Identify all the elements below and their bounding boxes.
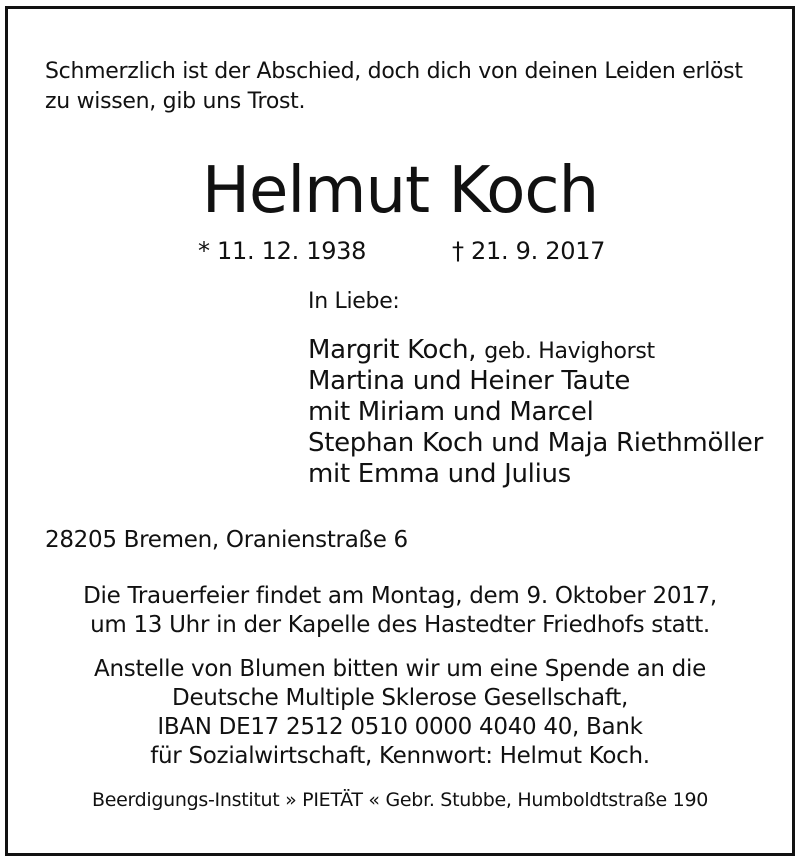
mourner-line <box>308 335 655 367</box>
deceased-name: Helmut Koch <box>201 154 599 228</box>
death-date: † 21. 9. 2017 <box>452 237 606 265</box>
mourner-name: Margrit Koch, <box>308 335 477 365</box>
mourner-line: Martina und Heiner Taute <box>308 366 631 396</box>
funeral-line-2: um 13 Uhr in der Kapelle des Hastedter Friedhofs statt. <box>90 612 710 638</box>
funeral-home: Beerdigungs-Institut » PIETÄT « Gebr. Stubbe, Humboldtstraße 190 <box>91 789 709 811</box>
intro-line-2: zu wissen, gib uns Trost. <box>45 89 306 114</box>
address: 28205 Bremen, Oranienstraße 6 <box>45 527 408 553</box>
mourners-label: In Liebe: <box>308 289 400 314</box>
mourner-line: mit Miriam und Marcel <box>308 397 594 427</box>
mourner-line: Stephan Koch und Maja Riethmöller <box>308 428 763 458</box>
mourner-maiden-name: geb. Havighorst <box>484 339 655 364</box>
intro-line-1: Schmerzlich ist der Abschied, doch dich von deinen Leiden erlöst <box>45 59 743 84</box>
birth-date: * 11. 12. 1938 <box>198 237 367 265</box>
mourner-line: mit Emma und Julius <box>308 459 571 489</box>
funeral-line-1: Die Trauerfeier findet am Montag, dem 9. Oktober 2017, <box>83 583 717 609</box>
donation-line-4: für Sozialwirtschaft, Kennwort: Helmut Koch. <box>150 743 650 769</box>
donation-line-2: Deutsche Multiple Sklerose Gesellschaft, <box>172 685 628 711</box>
donation-line-1: Anstelle von Blumen bitten wir um eine Spende an die <box>94 656 706 682</box>
obituary-notice <box>5 6 795 856</box>
donation-line-3: IBAN DE17 2512 0510 0000 4040 40, Bank <box>157 714 643 740</box>
